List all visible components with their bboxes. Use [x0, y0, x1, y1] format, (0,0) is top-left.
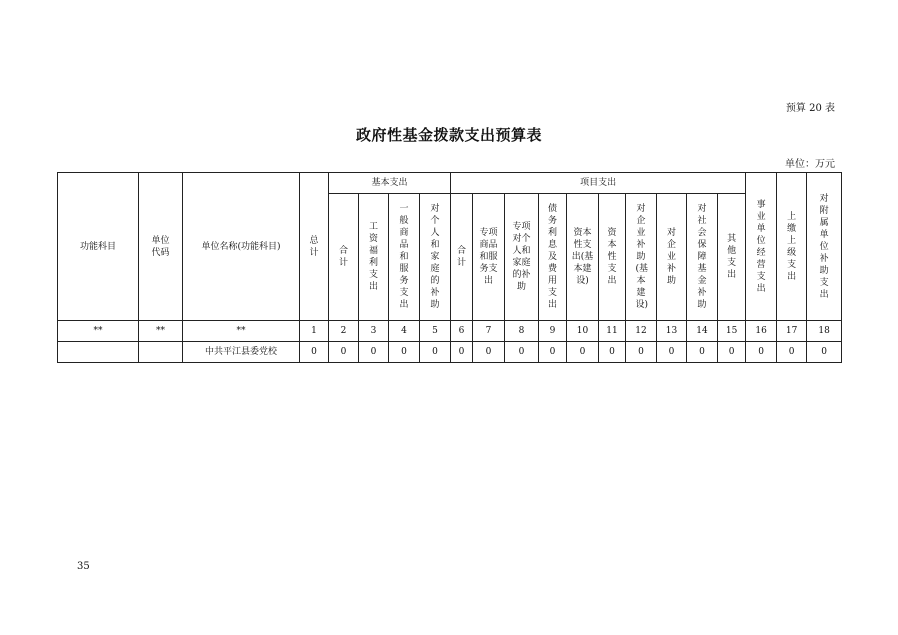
header-project-0: 合计: [451, 194, 473, 321]
header-basic-2: 一般商品和服务支出: [389, 194, 420, 321]
header-total: 总计: [300, 173, 329, 321]
row-unit-code: [139, 342, 183, 363]
code-number: 5: [420, 321, 451, 342]
row-value: 0: [420, 342, 451, 363]
header-basic-3: 对个人和家庭的补助: [420, 194, 451, 321]
row-value: 0: [473, 342, 505, 363]
row-value: 0: [329, 342, 359, 363]
header-project-4: 资本性支出(基本建设): [567, 194, 599, 321]
page-number: 35: [77, 561, 90, 572]
header-project-7: 对企业补助: [657, 194, 687, 321]
header-project-3: 债务利息及费用支出: [539, 194, 567, 321]
row-value: 0: [539, 342, 567, 363]
row-func-subject: [58, 342, 139, 363]
unit-label: 单位：万元: [785, 159, 835, 170]
header-other-2: 对附属单位补助支出: [807, 173, 842, 321]
code-number: 3: [359, 321, 389, 342]
header-project-6: 对企业补助(基本建设): [626, 194, 657, 321]
header-project-8: 对社会保障基金补助: [687, 194, 718, 321]
row-value: 0: [657, 342, 687, 363]
budget-table: [57, 172, 842, 363]
code-number: 6: [451, 321, 473, 342]
page-title: 政府性基金拨款支出预算表: [355, 126, 542, 144]
code-number: 11: [599, 321, 626, 342]
row-value: 0: [451, 342, 473, 363]
row-value: 0: [389, 342, 420, 363]
code-marker: **: [58, 321, 139, 342]
table-number: 预算 20 表: [785, 103, 835, 114]
header-other-0: 事业单位经营支出: [746, 173, 777, 321]
header-unit-name: 单位名称(功能科目): [183, 173, 300, 321]
header-project-group: 项目支出: [451, 173, 746, 194]
row-value: 0: [718, 342, 746, 363]
row-value: 0: [599, 342, 626, 363]
code-number: 18: [807, 321, 842, 342]
header-basic-1: 工资福利支出: [359, 194, 389, 321]
code-number: 8: [505, 321, 539, 342]
code-number: 17: [777, 321, 807, 342]
code-number: 14: [687, 321, 718, 342]
code-number: 2: [329, 321, 359, 342]
code-number: 7: [473, 321, 505, 342]
header-project-9: 其他支出: [718, 194, 746, 321]
header-other-1: 上缴上级支出: [777, 173, 807, 321]
code-number: 15: [718, 321, 746, 342]
code-number: 13: [657, 321, 687, 342]
header-project-2: 专项对个人和家庭的补助: [505, 194, 539, 321]
row-value: 0: [687, 342, 718, 363]
row-value: 0: [626, 342, 657, 363]
table-row: [58, 342, 842, 363]
row-value: 0: [359, 342, 389, 363]
row-unit-name: 中共平江县委党校: [183, 342, 300, 363]
code-marker: **: [183, 321, 300, 342]
header-unit-code: 单位代码: [139, 173, 183, 321]
row-value: 0: [807, 342, 842, 363]
code-marker: **: [139, 321, 183, 342]
row-value: 0: [567, 342, 599, 363]
code-number: 9: [539, 321, 567, 342]
row-value: 0: [746, 342, 777, 363]
row-value: 0: [300, 342, 329, 363]
code-number: 16: [746, 321, 777, 342]
header-basic-group: 基本支出: [329, 173, 451, 194]
code-number: 4: [389, 321, 420, 342]
header-project-1: 专项商品和服务支出: [473, 194, 505, 321]
code-number: 12: [626, 321, 657, 342]
header-basic-0: 合计: [329, 194, 359, 321]
code-number: 10: [567, 321, 599, 342]
row-value: 0: [777, 342, 807, 363]
row-value: 0: [505, 342, 539, 363]
code-number: 1: [300, 321, 329, 342]
header-project-5: 资本性支出: [599, 194, 626, 321]
header-func-subject: 功能科目: [58, 173, 139, 321]
